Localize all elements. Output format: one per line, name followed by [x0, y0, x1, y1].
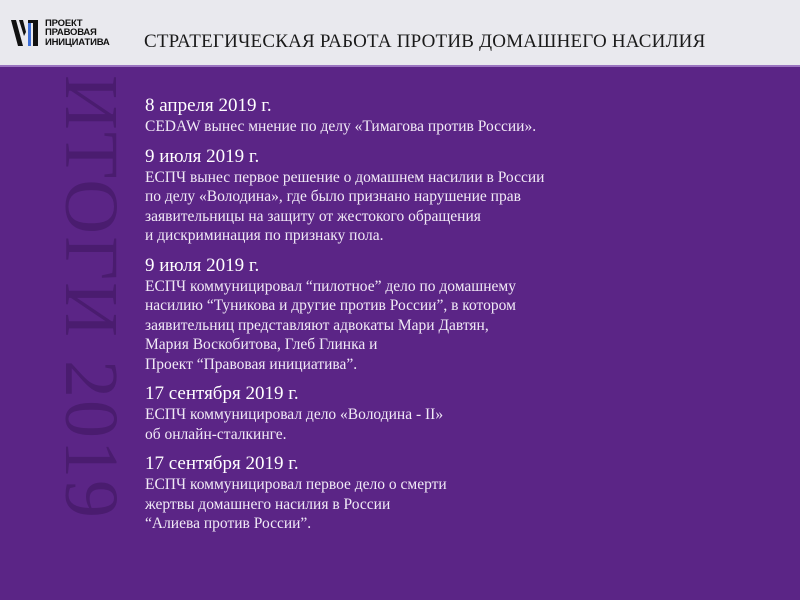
event-date: 8 апреля 2019 г. — [145, 95, 272, 116]
event-line: ЕСПЧ коммуницировал дело «Володина - II» — [145, 406, 444, 423]
logo-mark-icon — [10, 18, 40, 48]
event-date: 17 сентября 2019 г. — [145, 453, 299, 474]
event-line: CEDAW вынес мнение по делу «Тимагова против России». — [145, 118, 537, 135]
header-bar — [0, 0, 800, 67]
logo-line: ИНИЦИАТИВА — [45, 36, 110, 48]
event-description — [145, 405, 765, 444]
logo-line: ПРАВОВАЯ — [45, 27, 97, 39]
event-item — [145, 383, 765, 444]
event-line: ЕСПЧ коммуницировал первое дело о смерти — [145, 476, 447, 493]
event-description — [145, 117, 765, 137]
event-item — [145, 146, 765, 246]
event-line: об онлайн-сталкинге. — [145, 425, 287, 443]
events-list — [145, 95, 765, 543]
event-line: “Алиева против России”. — [145, 515, 312, 532]
logo-line: ПРОЕКТ — [45, 17, 83, 29]
logo — [10, 17, 110, 49]
event-line: насилию “Туникова и другие против России”, в котором — [145, 297, 516, 314]
event-line: ЕСПЧ коммуницировал “пилотное” дело по домашнему — [145, 277, 516, 295]
event-description — [145, 168, 765, 246]
event-line: Мария Воскобитова, Глеб Глинка и — [145, 336, 378, 353]
event-date: 9 июля 2019 г. — [145, 145, 260, 167]
event-date: 9 июля 2019 г. — [145, 254, 260, 276]
event-line: Проект “Правовая инициатива”. — [145, 355, 358, 373]
event-item — [145, 95, 765, 137]
event-line: заявительницы на защиту от жестокого обращения — [145, 207, 481, 225]
event-item — [145, 255, 765, 375]
event-line: и дискриминация по признаку пола. — [145, 227, 384, 244]
watermark-text: ИТОГИ 2019 — [49, 75, 133, 521]
event-description — [145, 277, 765, 375]
event-line: по делу «Володина», где было признано нарушение прав — [145, 188, 521, 205]
event-line: заявительниц представляют адвокаты Мари Давтян, — [145, 316, 489, 334]
page-title: СТРАТЕГИЧЕСКАЯ РАБОТА ПРОТИВ ДОМАШНЕГО НАСИЛИЯ — [144, 31, 706, 52]
event-line: жертвы домашнего насилия в России — [145, 495, 391, 513]
logo-text — [45, 19, 110, 48]
event-description — [145, 475, 765, 534]
event-date: 17 сентября 2019 г. — [145, 383, 299, 404]
event-item — [145, 453, 765, 534]
event-line: ЕСПЧ вынес первое решение о домашнем насилии в России — [145, 168, 545, 186]
